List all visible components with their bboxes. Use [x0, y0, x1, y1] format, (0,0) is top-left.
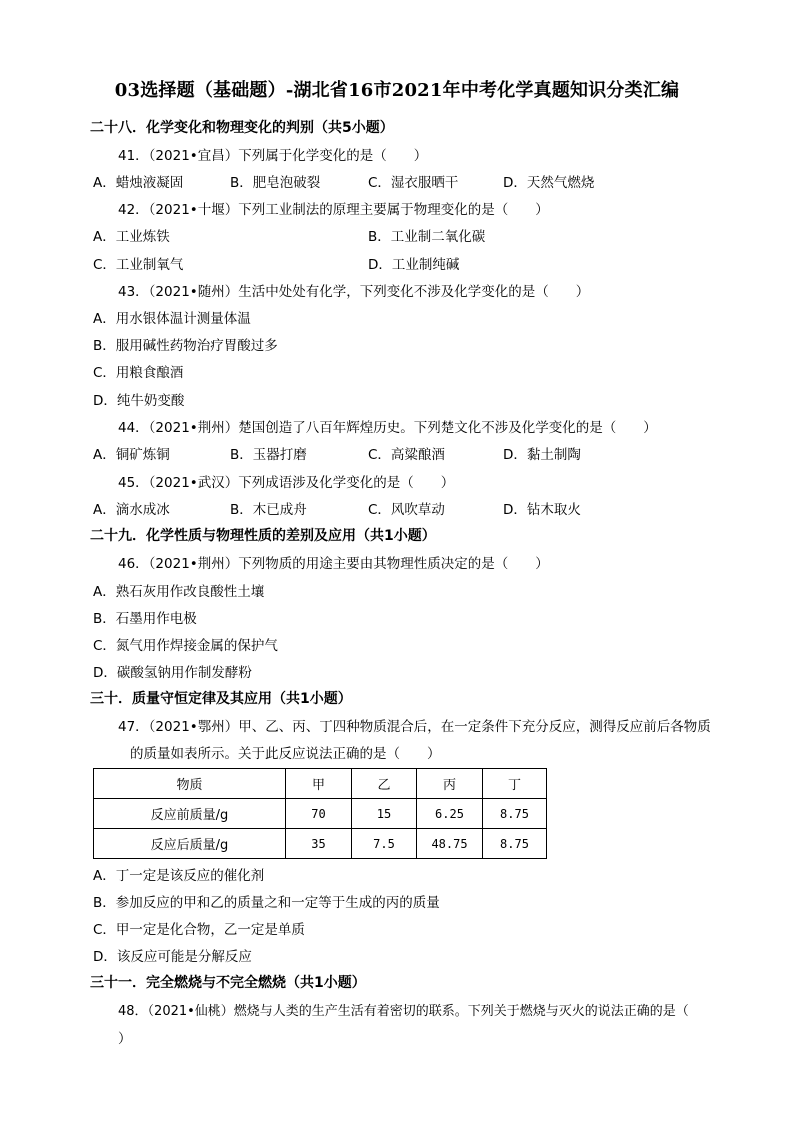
question-43-option-a: A．用水银体温计测量体温	[93, 311, 251, 327]
question-42-stem: 42．（2021•十堰）下列工业制法的原理主要属于物理变化的是（ ）	[118, 202, 549, 218]
question-47-stem-line2: 的质量如表所示。关于此反应说法正确的是（ ）	[130, 746, 441, 762]
question-46-option-c: C．氮气用作焊接金属的保护气	[93, 638, 278, 654]
question-41-option-b: B．肥皂泡破裂	[230, 175, 321, 191]
question-48-stem-line1: 48．（2021•仙桃）燃烧与人类的生产生活有着密切的联系。下列关于燃烧与灭火的说法正确的是（	[118, 1004, 689, 1019]
table-row	[94, 829, 547, 859]
question-44-option-a: A．铜矿炼铜	[93, 447, 170, 463]
table-cell: 15	[352, 799, 417, 829]
question-45-option-a: A．滴水成冰	[93, 502, 170, 518]
table-cell: 35	[286, 829, 352, 859]
table-cell: 8.75	[483, 799, 547, 829]
table-cell: 反应后质量/g	[94, 829, 286, 859]
table-row	[94, 799, 547, 829]
question-45-option-c: C．风吹草动	[368, 502, 445, 518]
question-47-option-a: A．丁一定是该反应的催化剂	[93, 868, 265, 884]
question-47-option-c: C．甲一定是化合物，乙一定是单质	[93, 922, 305, 938]
table-header-cell: 甲	[286, 769, 352, 799]
question-46-option-b: B．石墨用作电极	[93, 611, 197, 627]
section-heading-28: 二十八．化学变化和物理变化的判别（共5小题）	[90, 120, 394, 136]
mass-table	[93, 768, 547, 859]
question-43-option-c: C．用粮食酿酒	[93, 365, 184, 381]
question-43-option-b: B．服用碱性药物治疗胃酸过多	[93, 338, 278, 354]
table-header-cell: 乙	[352, 769, 417, 799]
table-cell: 反应前质量/g	[94, 799, 286, 829]
question-45-option-b: B．木已成舟	[230, 502, 307, 518]
question-46-option-d: D．碳酸氢钠用作制发酵粉	[93, 665, 252, 681]
question-41-option-a: A．蜡烛液凝固	[93, 175, 184, 191]
table-cell: 48.75	[417, 829, 483, 859]
question-44-option-d: D．黏土制陶	[503, 447, 581, 463]
question-48-stem-line2: ）	[118, 1031, 132, 1047]
section-heading-30: 三十．质量守恒定律及其应用（共1小题）	[90, 691, 352, 707]
question-44-stem: 44．（2021•荆州）楚国创造了八百年辉煌历史。下列楚文化不涉及化学变化的是（ ）	[118, 420, 657, 436]
page-title: 03选择题（基础题）-湖北省16市2021年中考化学真题知识分类汇编	[114, 80, 680, 101]
table-cell: 70	[286, 799, 352, 829]
question-41-stem: 41．（2021•宜昌）下列属于化学变化的是（ ）	[118, 148, 428, 164]
question-43-stem: 43．（2021•随州）生活中处处有化学，下列变化不涉及化学变化的是（ ）	[118, 284, 590, 300]
question-47-stem-line1: 47．（2021•鄂州）甲、乙、丙、丁四种物质混合后，在一定条件下充分反应，测得反应前后各物质	[118, 719, 711, 735]
question-47-option-d: D．该反应可能是分解反应	[93, 949, 252, 965]
table-header-row	[94, 769, 547, 799]
section-heading-29: 二十九．化学性质与物理性质的差别及应用（共1小题）	[90, 528, 436, 544]
question-45-option-d: D．钻木取火	[503, 502, 581, 518]
question-42-option-a: A．工业炼铁	[93, 229, 170, 245]
section-heading-31: 三十一．完全燃烧与不完全燃烧（共1小题）	[90, 975, 366, 991]
table-header-cell: 丙	[417, 769, 483, 799]
question-41-option-c: C．湿衣服晒干	[368, 175, 459, 191]
question-47-option-b: B．参加反应的甲和乙的质量之和一定等于生成的丙的质量	[93, 895, 440, 911]
question-44-option-b: B．玉器打磨	[230, 447, 307, 463]
table-header-cell: 物质	[94, 769, 286, 799]
question-42-option-d: D．工业制纯碱	[368, 257, 460, 273]
question-43-option-d: D．纯牛奶变酸	[93, 393, 185, 409]
question-46-option-a: A．熟石灰用作改良酸性土壤	[93, 584, 265, 600]
table-cell: 6.25	[417, 799, 483, 829]
question-45-stem: 45．（2021•武汉）下列成语涉及化学变化的是（ ）	[118, 475, 455, 491]
table-cell: 8.75	[483, 829, 547, 859]
question-42-option-b: B．工业制二氧化碳	[368, 229, 486, 245]
question-42-option-c: C．工业制氧气	[93, 257, 184, 273]
table-header-cell: 丁	[483, 769, 547, 799]
question-41-option-d: D．天然气燃烧	[503, 175, 595, 191]
question-44-option-c: C．高粱酿酒	[368, 447, 445, 463]
question-46-stem: 46．（2021•荆州）下列物质的用途主要由其物理性质决定的是（ ）	[118, 556, 549, 572]
table-cell: 7.5	[352, 829, 417, 859]
